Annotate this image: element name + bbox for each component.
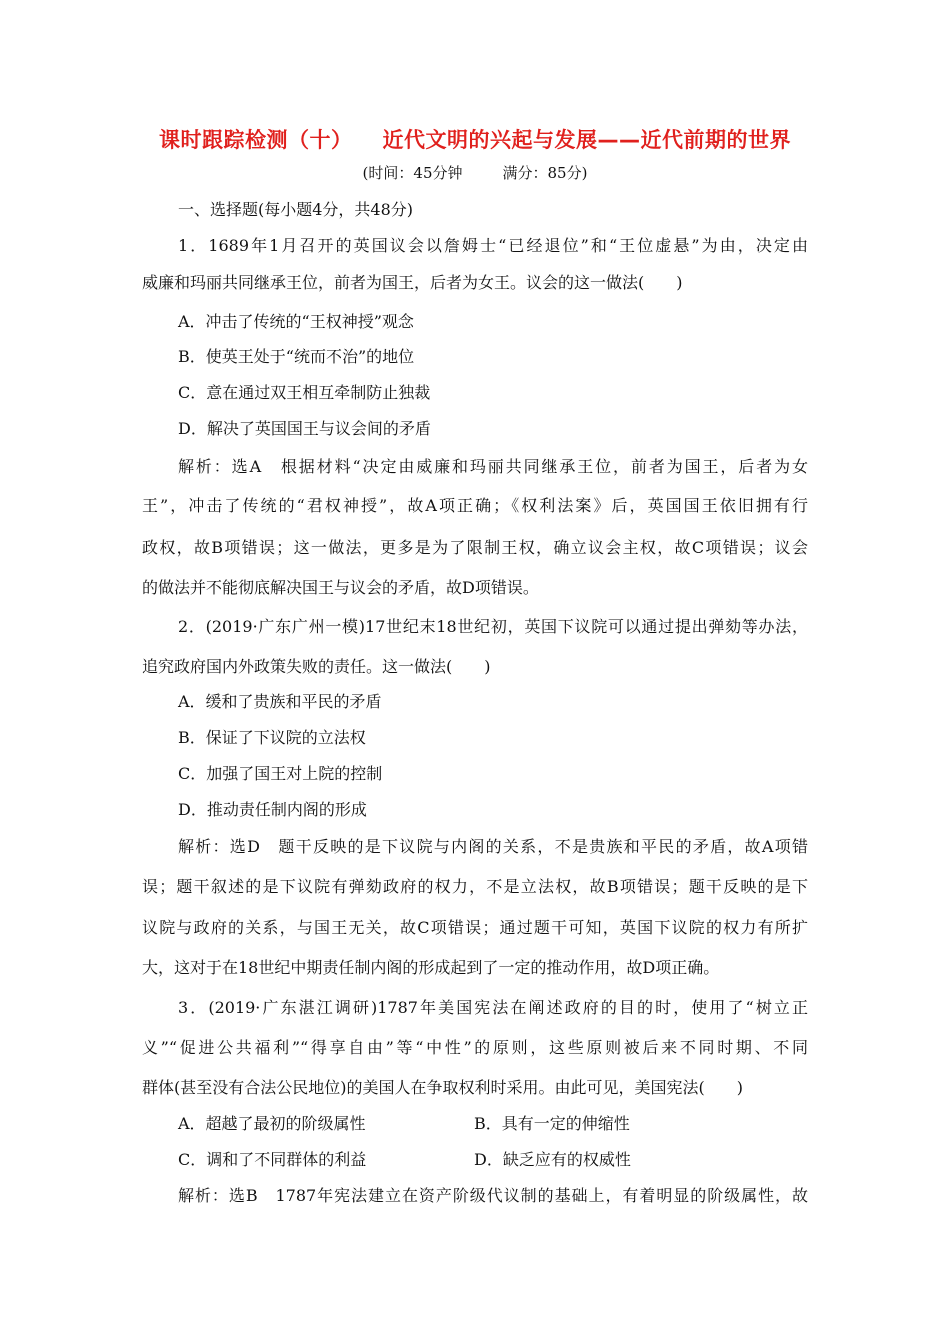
q2-analysis-line: 误；题干叙述的是下议院有弹劾政府的权力，不是立法权，故B项错误；题干反映的是下 <box>142 877 808 896</box>
exam-info <box>0 162 950 183</box>
q3-analysis-line: 解析：选B 1787年宪法建立在资产阶级代议制的基础上，有着明显的阶级属性，故 <box>178 1186 808 1205</box>
q1-option-a: A．冲击了传统的“王权神授”观念 <box>178 312 414 331</box>
q2-option-b: B．保证了下议院的立法权 <box>178 728 366 747</box>
q2-stem-line: 2．(2019·广东广州一模)17世纪末18世纪初，英国下议院可以通过提出弹劾等办法， <box>178 617 808 636</box>
q2-analysis-line: 解析：选D 题干反映的是下议院与内阁的关系，不是贵族和平民的矛盾，故A项错 <box>178 837 808 856</box>
q2-option-a: A．缓和了贵族和平民的矛盾 <box>178 692 382 711</box>
q2-option-d: D．推动责任制内阁的形成 <box>178 800 367 819</box>
q3-option-d: D．缺乏应有的权威性 <box>474 1150 631 1169</box>
q2-stem-line: 追究政府国内外政策失败的责任。这一做法( ) <box>142 657 491 676</box>
q3-stem-line: 3．(2019·广东湛江调研)1787年美国宪法在阐述政府的目的时，使用了“树立正 <box>178 998 808 1017</box>
q2-analysis-line: 大，这对于在18世纪中期责任制内阁的形成起到了一定的推动作用，故D项正确。 <box>142 958 720 977</box>
q2-option-c: C．加强了国王对上院的控制 <box>178 764 383 783</box>
q1-analysis-line: 王”，冲击了传统的“君权神授”，故A项正确；《权利法案》后，英国国王依旧拥有行 <box>142 496 808 515</box>
q1-stem-line: 1．1689年1月召开的英国议会以詹姆士“已经退位”和“王位虚悬”为由，决定由 <box>178 236 808 255</box>
q1-analysis-line: 政权，故B项错误；这一做法，更多是为了限制王权，确立议会主权，故C项错误；议会 <box>142 538 808 557</box>
q1-stem-line: 威廉和玛丽共同继承王位，前者为国王，后者为女王。议会的这一做法( ) <box>142 273 683 292</box>
q3-stem-line: 义”“促进公共福利”“得享自由”等“中性”的原则，这些原则被后来不同时期、不同 <box>142 1038 808 1057</box>
q1-option-d: D．解决了英国国王与议会间的矛盾 <box>178 419 431 438</box>
q2-analysis-line: 议院与政府的关系，与国王无关，故C项错误；通过题干可知，英国下议院的权力有所扩 <box>142 918 808 937</box>
title-part1: 课时跟踪检测（十） <box>159 128 353 152</box>
q1-analysis-line: 的做法并不能彻底解决国王与议会的矛盾，故D项错误。 <box>142 578 539 597</box>
title-part2: 近代文明的兴起与发展——近代前期的世界 <box>382 128 791 152</box>
time-limit: (时间：45分钟 <box>362 164 463 182</box>
q3-option-a: A．超越了最初的阶级属性 <box>178 1114 366 1133</box>
q3-stem-line: 群体(甚至没有合法公民地位)的美国人在争取权利时采用。由此可见，美国宪法( ) <box>142 1078 743 1097</box>
q1-option-c: C．意在通过双王相互牵制防止独裁 <box>178 383 431 402</box>
q1-analysis-line: 解析：选A 根据材料“决定由威廉和玛丽共同继承王位，前者为国王，后者为女 <box>178 457 808 476</box>
q3-option-c: C．调和了不同群体的利益 <box>178 1150 367 1169</box>
page-title <box>0 124 950 154</box>
q1-option-b: B．使英王处于“统而不治”的地位 <box>178 347 415 366</box>
section-heading: 一、选择题(每小题4分，共48分) <box>178 200 414 219</box>
q3-option-b: B．具有一定的伸缩性 <box>474 1114 630 1133</box>
total-score: 满分：85分) <box>502 164 588 182</box>
